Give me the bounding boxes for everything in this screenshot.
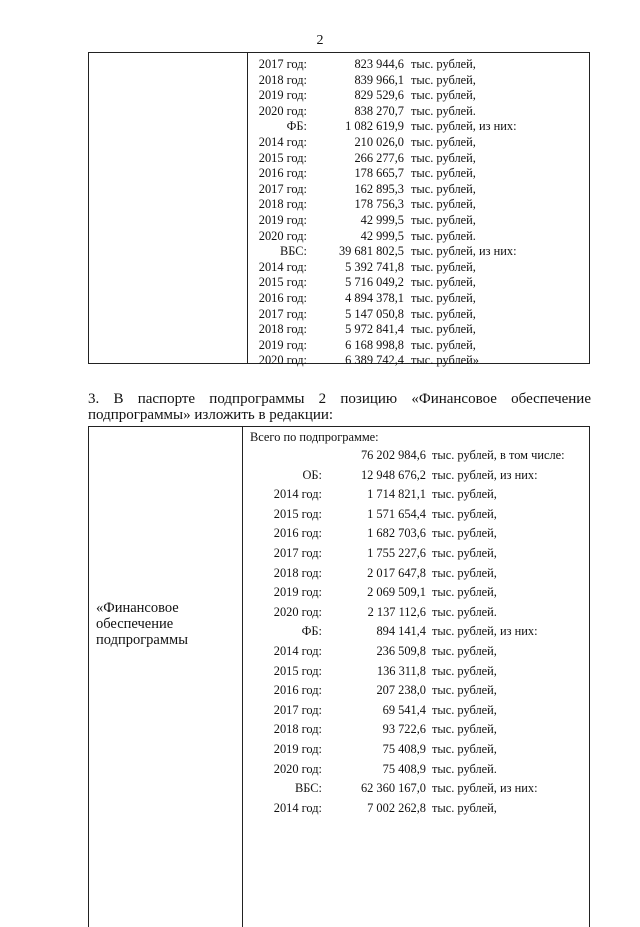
row-label: 2020 год: (273, 761, 322, 776)
row-value: 1 082 619,9 (345, 119, 404, 134)
row-value: 1 682 703,6 (367, 526, 426, 541)
row-label: 2018 год: (258, 322, 307, 337)
row-label: 2016 год: (273, 526, 322, 541)
amendment-paragraph (88, 391, 591, 423)
row-unit: тыс. рублей, (432, 722, 497, 737)
row-value: 6 168 998,8 (345, 337, 404, 352)
column-divider (242, 427, 243, 927)
row-unit: тыс. рублей, (411, 306, 476, 321)
row-value: 5 972 841,4 (345, 322, 404, 337)
row-value: 1 755 227,6 (367, 546, 426, 560)
row-unit: тыс. рублей, (432, 644, 497, 658)
row-unit: тыс. рублей, (411, 275, 476, 290)
row-value: 894 141,4 (376, 624, 426, 639)
row-value: 75 408,9 (382, 761, 426, 776)
row-label: 2019 год: (258, 212, 307, 227)
row-label: 2018 год: (273, 565, 322, 580)
row-unit: тыс. рублей, (411, 88, 476, 103)
row-value: 266 277,6 (354, 150, 404, 165)
position-label-line: подпрограммы (96, 632, 188, 648)
row-unit: тыс. рублей, (432, 506, 497, 521)
row-unit: тыс. рублей, в том числе: (432, 448, 565, 462)
row-label: ВБС: (294, 781, 322, 796)
row-label: 2014 год: (258, 259, 307, 274)
row-value: 1 714 821,1 (367, 487, 426, 502)
funding-row (244, 720, 589, 740)
row-unit: тыс. рублей» (411, 353, 480, 368)
funding-table-continued (88, 52, 590, 368)
position-label (96, 600, 188, 648)
funding-row (244, 662, 589, 682)
row-value: 839 966,1 (354, 72, 404, 87)
paragraph-line-2: подпрограммы» изложить в редакции: (88, 407, 334, 423)
row-label: 2018 год: (258, 197, 307, 212)
row-label: 2020 год: (258, 103, 307, 118)
row-value: 823 944,6 (354, 57, 404, 71)
row-unit: тыс. рублей, (432, 702, 497, 717)
column-divider (247, 53, 248, 363)
row-value: 207 238,0 (376, 683, 426, 698)
row-label: 2019 год: (273, 742, 322, 756)
row-label: 2017 год: (258, 181, 307, 196)
row-value: 62 360 167,0 (360, 781, 426, 796)
row-unit: тыс. рублей, из них: (432, 624, 538, 639)
row-value: 76 202 984,6 (360, 448, 426, 462)
row-label: ФБ: (301, 624, 322, 639)
row-unit: тыс. рублей, (411, 150, 476, 165)
row-label: 2016 год: (273, 683, 322, 698)
row-unit: тыс. рублей, (432, 585, 497, 600)
row-label: 2014 год: (273, 487, 322, 502)
row-label: 2018 год: (258, 72, 307, 87)
row-unit: тыс. рублей, из них: (432, 467, 538, 482)
row-unit: тыс. рублей, (411, 212, 476, 227)
row-value: 162 895,3 (354, 181, 404, 196)
row-unit: тыс. рублей, (411, 337, 476, 352)
row-unit: тыс. рублей, (411, 259, 476, 274)
row-value: 2 069 509,1 (367, 585, 426, 600)
row-unit: тыс. рублей, (432, 663, 497, 678)
row-label: ВБС: (279, 244, 307, 259)
row-value: 7 002 262,8 (367, 800, 426, 815)
row-label: 2016 год: (258, 166, 307, 181)
row-value: 6 389 742,4 (345, 353, 404, 368)
row-unit: тыс. рублей, (411, 57, 476, 71)
page-number: 2 (316, 33, 324, 48)
funding-row (244, 466, 589, 486)
row-unit: тыс. рублей. (432, 761, 497, 776)
row-value: 5 147 050,8 (345, 306, 404, 321)
row-unit: тыс. рублей, (432, 565, 497, 580)
row-unit: тыс. рублей, (411, 134, 476, 149)
row-unit: тыс. рублей, (411, 181, 476, 196)
funding-row (244, 701, 589, 721)
row-label: 2015 год: (273, 506, 322, 521)
row-label: 2020 год: (258, 228, 307, 243)
row-label: 2019 год: (258, 88, 307, 103)
row-unit: тыс. рублей. (411, 103, 476, 118)
row-unit: тыс. рублей, (432, 800, 497, 815)
row-label: 2014 год: (273, 800, 322, 815)
row-value: 829 529,6 (354, 88, 404, 103)
total-header: Всего по подпрограмме: (250, 430, 379, 444)
funding-row (244, 446, 589, 466)
row-value: 2 017 647,8 (367, 565, 426, 580)
funding-row (244, 779, 589, 799)
row-value: 1 571 654,4 (367, 506, 426, 521)
row-value: 2 137 112,6 (367, 604, 426, 619)
row-value: 178 665,7 (354, 166, 404, 181)
row-label: 2015 год: (258, 275, 307, 290)
row-unit: тыс. рублей, из них: (411, 244, 517, 259)
row-unit: тыс. рублей. (411, 228, 476, 243)
row-label: 2020 год: (273, 604, 322, 619)
paragraph-line-1: 3. В паспорте подпрограммы 2 позицию «Финансовое обеспечение (88, 391, 591, 407)
row-label: 2014 год: (273, 644, 322, 658)
funding-row (244, 799, 589, 819)
row-label: 2018 год: (273, 722, 322, 737)
row-label: 2019 год: (273, 585, 322, 600)
row-unit: тыс. рублей, (411, 197, 476, 212)
row-value: 4 894 378,1 (345, 290, 404, 305)
funding-row (244, 681, 589, 701)
row-value: 39 681 802,5 (338, 244, 404, 259)
row-label: 2016 год: (258, 290, 307, 305)
row-unit: тыс. рублей, (411, 72, 476, 87)
funding-row (244, 564, 589, 584)
row-label: 2017 год: (273, 702, 322, 717)
row-value: 136 311,8 (376, 663, 426, 678)
funding-row (244, 485, 589, 505)
row-unit: тыс. рублей, (432, 546, 497, 560)
funding-row (244, 524, 589, 544)
funding-row (244, 760, 589, 780)
row-label: 2017 год: (273, 546, 322, 560)
funding-table-subprogram-2 (88, 426, 590, 927)
row-label: 2020 год: (258, 353, 307, 368)
row-value: 838 270,7 (354, 103, 404, 118)
row-value: 42 999,5 (360, 212, 404, 227)
row-unit: тыс. рублей, (432, 683, 497, 698)
funding-row (244, 740, 589, 760)
funding-row (244, 583, 589, 603)
row-unit: тыс. рублей, (432, 487, 497, 502)
row-value: 93 722,6 (382, 722, 426, 737)
position-label-line: «Финансовое (96, 600, 179, 616)
row-label: 2019 год: (258, 337, 307, 352)
row-value: 236 509,8 (376, 644, 426, 658)
row-unit: тыс. рублей, (432, 526, 497, 541)
row-value: 42 999,5 (360, 228, 404, 243)
row-unit: тыс. рублей, (432, 742, 497, 756)
position-label-line: обеспечение (96, 616, 174, 632)
row-unit: тыс. рублей, из них: (432, 781, 538, 796)
funding-row (244, 622, 589, 642)
row-unit: тыс. рублей, (411, 322, 476, 337)
row-value: 12 948 676,2 (360, 467, 426, 482)
row-label: 2015 год: (273, 663, 322, 678)
row-value: 75 408,9 (382, 742, 426, 756)
row-unit: тыс. рублей, из них: (411, 119, 517, 134)
row-unit: тыс. рублей, (411, 290, 476, 305)
row-value: 210 026,0 (354, 134, 404, 149)
funding-row (244, 642, 589, 662)
funding-row (244, 544, 589, 564)
row-value: 178 756,3 (354, 197, 404, 212)
row-value: 69 541,4 (382, 702, 426, 717)
row-label: ОБ: (302, 467, 322, 482)
row-label: 2014 год: (258, 134, 307, 149)
row-label: 2015 год: (258, 150, 307, 165)
row-label: 2017 год: (258, 57, 307, 71)
row-unit: тыс. рублей, (411, 166, 476, 181)
row-label: 2017 год: (258, 306, 307, 321)
funding-row (244, 603, 589, 623)
row-value: 5 716 049,2 (345, 275, 404, 290)
funding-row (244, 505, 589, 525)
row-value: 5 392 741,8 (345, 259, 404, 274)
row-label: ФБ: (286, 119, 307, 134)
row-unit: тыс. рублей. (432, 604, 497, 619)
